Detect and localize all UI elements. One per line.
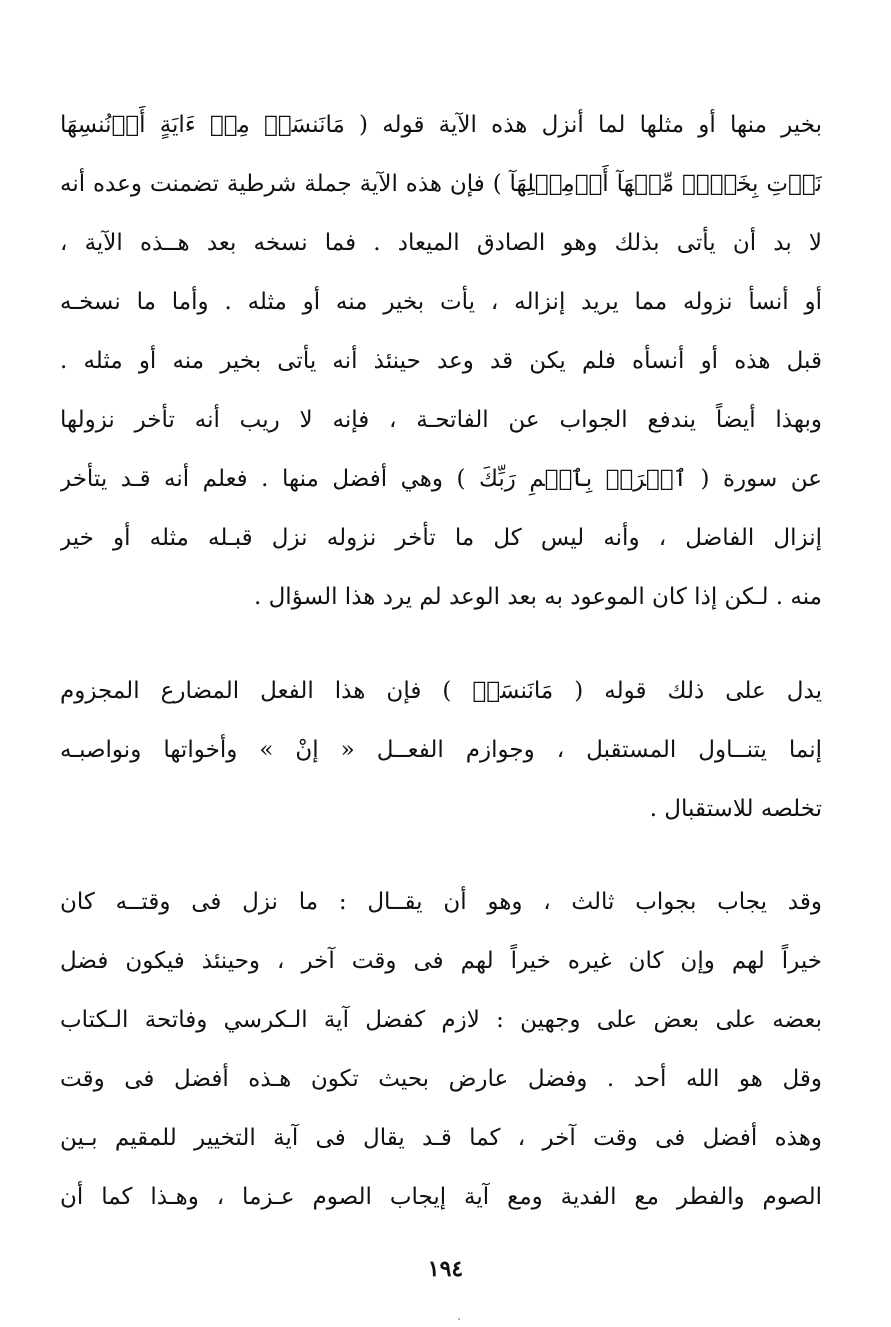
text-line: عن سورة ( ٱقۡرَأۡ بِٱسۡمِ رَبِّكَ ) وهي أفضل منها . فعلم أنه قـد يتأخر [60, 466, 822, 492]
paragraph-3 [60, 873, 822, 1227]
text-line: بعضه على بعض على وجهين : لازم كفضل آية الـكرسي وفاتحة الـكتاب [60, 1007, 822, 1033]
text-line: خيراً لهم وإن كان غيره خيراً لهم فى وقت آخر ، وحينئذ فيكون فضل [60, 948, 822, 974]
text-line: وهذه أفضل فى وقت آخر ، كما قـد يقال فى آية التخيير للمقيم بـين [60, 1125, 822, 1151]
scan-speck [458, 1318, 460, 1320]
text-line: منه . لـكن إذا كان الموعود به بعد الوعد لم يرد هذا السؤال . [253, 584, 822, 610]
paragraph-1 [60, 96, 822, 627]
paragraph-2 [60, 662, 822, 839]
text-line: تخلصه للاستقبال . [649, 796, 822, 822]
text-line: وقل هو الله أحد . وفضل عارض بحيث تكون هـذه أفضل فى وقت [60, 1066, 822, 1092]
text-line: إنزال الفاضل ، وأنه ليس كل ما تأخر نزوله نزل قبـله مثله أو خير [60, 525, 822, 551]
text-line: يدل على ذلك قوله ( مَانَنسَخۡ ) فإن هذا الفعل المضارع المجزوم [60, 678, 822, 704]
text-line: لا بد أن يأتى بذلك وهو الصادق الميعاد . فما نسخه بعد هــذه الآية ، [60, 230, 822, 256]
page-number: ١٩٤ [427, 1256, 464, 1282]
text-line: إنما يتنــاول المستقبل ، وجوازم الفعــل « إنْ » وأخواتها ونواصبـه [60, 737, 822, 763]
text-line: بخير منها أو مثلها لما أنزل هذه الآية قوله ( مَانَنسَخۡ مِنۡ ءَايَةٍ أَوۡنُنسِهَا [60, 112, 822, 138]
text-line: وقد يجاب بجواب ثالث ، وهو أن يقــال : ما نزل فى وقتــه كان [60, 889, 822, 915]
text-line: وبهذا أيضاً يندفع الجواب عن الفاتحـة ، فإنه لا ريب أنه تأخر نزولها [60, 407, 822, 433]
text-line: قبل هذه أو أنسأه فلم يكن قد وعد حينئذ أنه يأتى بخير منه أو مثله . [60, 348, 822, 374]
text-line: الصوم والفطر مع الفدية ومع آية إيجاب الصوم عـزما ، وهـذا كما أن [60, 1184, 822, 1210]
text-line: نَأۡتِ بِخَيۡرٖ مِّنۡهَآ أَوۡمِثۡلِهَآ ) فإن هذه الآية جملة شرطية تضمنت وعده أنه [60, 171, 822, 197]
text-line: أو أنسأ نزوله مما يريد إنزاله ، يأت بخير منه أو مثله . وأما ما نسخـه [60, 289, 822, 315]
